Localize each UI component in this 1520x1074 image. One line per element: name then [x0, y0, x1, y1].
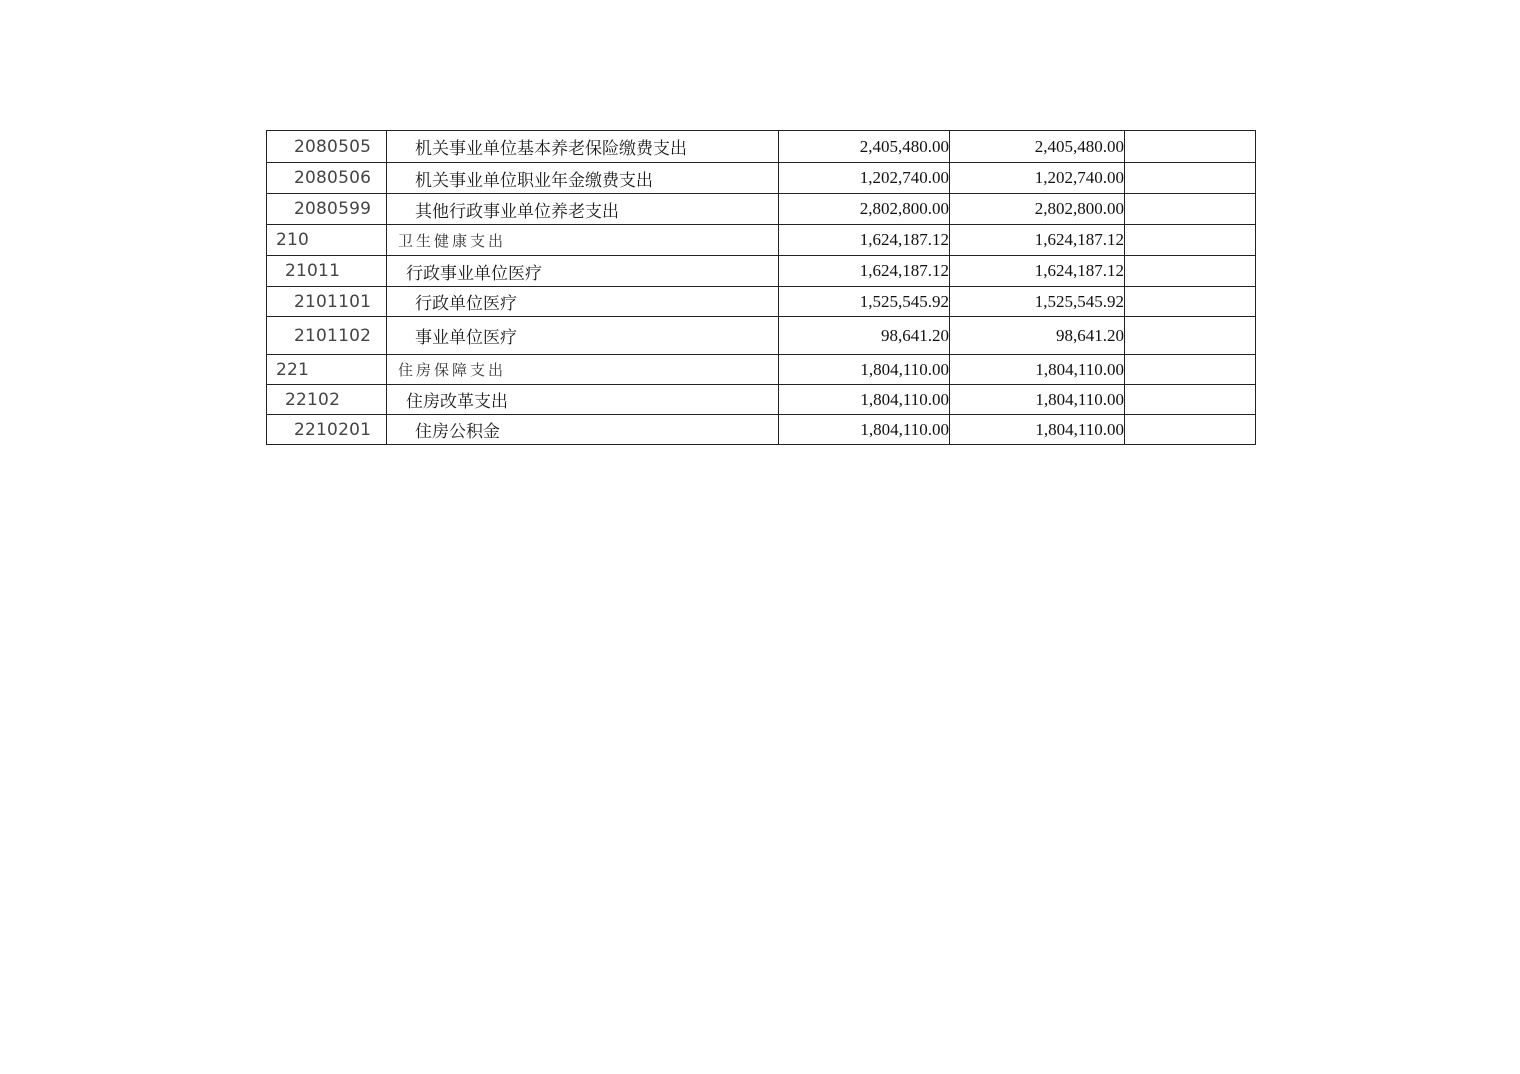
amount-total: 2,405,480.00 — [779, 131, 950, 163]
table-row — [267, 355, 1256, 385]
subject-code: 2080505 — [267, 131, 387, 163]
table-row — [267, 225, 1256, 256]
subject-name: 其他行政事业单位养老支出 — [387, 194, 779, 225]
subject-name: 事业单位医疗 — [387, 317, 779, 355]
subject-code: 2080599 — [267, 194, 387, 225]
subject-name: 机关事业单位职业年金缴费支出 — [387, 163, 779, 194]
subject-code: 210 — [267, 225, 387, 256]
amount-total: 1,202,740.00 — [779, 163, 950, 194]
amount-basic: 1,804,110.00 — [950, 355, 1125, 385]
table-row — [267, 256, 1256, 287]
amount-basic: 1,804,110.00 — [950, 385, 1125, 415]
table-row — [267, 163, 1256, 194]
table-row — [267, 194, 1256, 225]
amount-project — [1125, 385, 1256, 415]
amount-basic: 1,624,187.12 — [950, 225, 1125, 256]
subject-code: 2080506 — [267, 163, 387, 194]
subject-code: 2101102 — [267, 317, 387, 355]
amount-basic: 1,624,187.12 — [950, 256, 1125, 287]
table-row — [267, 415, 1256, 445]
subject-name: 住房改革支出 — [387, 385, 779, 415]
table-row — [267, 317, 1256, 355]
amount-total: 1,525,545.92 — [779, 287, 950, 317]
subject-code: 21011 — [267, 256, 387, 287]
subject-name: 卫生健康支出 — [387, 225, 779, 256]
subject-name: 行政事业单位医疗 — [387, 256, 779, 287]
subject-name: 住房公积金 — [387, 415, 779, 445]
amount-basic: 2,405,480.00 — [950, 131, 1125, 163]
amount-project — [1125, 194, 1256, 225]
amount-project — [1125, 415, 1256, 445]
amount-total: 1,804,110.00 — [779, 415, 950, 445]
amount-total: 1,624,187.12 — [779, 225, 950, 256]
amount-project — [1125, 317, 1256, 355]
amount-project — [1125, 131, 1256, 163]
amount-basic: 1,525,545.92 — [950, 287, 1125, 317]
table-row — [267, 287, 1256, 317]
amount-basic: 1,804,110.00 — [950, 415, 1125, 445]
budget-expenditure-table — [266, 130, 1256, 445]
amount-total: 1,624,187.12 — [779, 256, 950, 287]
amount-project — [1125, 163, 1256, 194]
amount-project — [1125, 355, 1256, 385]
amount-total: 2,802,800.00 — [779, 194, 950, 225]
amount-basic: 2,802,800.00 — [950, 194, 1125, 225]
amount-basic: 98,641.20 — [950, 317, 1125, 355]
amount-total: 1,804,110.00 — [779, 355, 950, 385]
amount-project — [1125, 287, 1256, 317]
subject-code: 2101101 — [267, 287, 387, 317]
amount-total: 1,804,110.00 — [779, 385, 950, 415]
subject-name: 机关事业单位基本养老保险缴费支出 — [387, 131, 779, 163]
amount-basic: 1,202,740.00 — [950, 163, 1125, 194]
amount-project — [1125, 225, 1256, 256]
subject-code: 2210201 — [267, 415, 387, 445]
subject-name: 行政单位医疗 — [387, 287, 779, 317]
subject-name: 住房保障支出 — [387, 355, 779, 385]
subject-code: 221 — [267, 355, 387, 385]
table-row — [267, 385, 1256, 415]
amount-total: 98,641.20 — [779, 317, 950, 355]
table-row — [267, 131, 1256, 163]
subject-code: 22102 — [267, 385, 387, 415]
amount-project — [1125, 256, 1256, 287]
